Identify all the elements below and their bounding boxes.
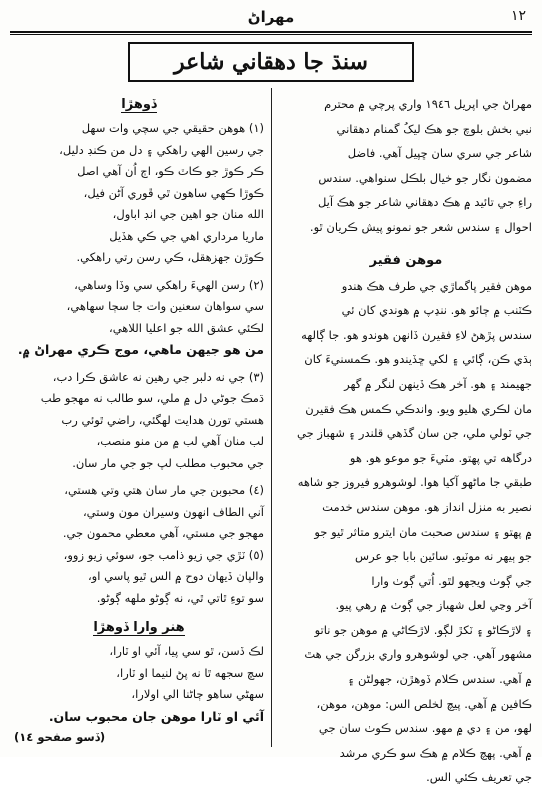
intro-paragraph: [280, 92, 532, 240]
text-line: مضمون نگار جو خيال بلڪل سنواهي. سندس: [318, 170, 532, 185]
text-line: ۾ آهي. پهچ ڪلام ۾ هڪ سو ڪري مرشد: [339, 745, 532, 760]
text-line: ۾ آهي. سندس ڪلام ڏوهڙن، جهولڻن ۽: [347, 672, 532, 687]
text-line: ۾ پهتو ۽ سندس صحبت مان ايترو متاثر ٿيو جو: [314, 524, 532, 539]
text-line: احوال ۽ سندس شعر جو نمونو پيش ڪريان ٿو.: [309, 219, 532, 234]
verse-stanza: [14, 118, 264, 269]
page-reference: (ڏسو صفحو ١٤): [14, 730, 106, 744]
text-line: طبقي جا ماڻهو آکيا هوا. لوشوهرو فيروز جو شاهه: [297, 475, 532, 490]
text-line: سو توءِ ٿاتي ٿي، نه ڳوڻو ملهه ڳوڻو.: [96, 590, 264, 605]
text-line: آئي او ٽارا موهن جان محبوب سان.: [48, 708, 264, 724]
text-line: من هو جيهن ماهي، موج ڪري مهراڻ ۾.: [17, 342, 264, 357]
text-line: (٣) جي نه دلبر جي رهين نه عاشق ڪرا دب،: [52, 369, 264, 384]
text-line: ٻڌي ڪن، ڳائي ۽ لکي ڇڏيندو هو. ڪمسنيءَ کان: [304, 352, 532, 367]
text-line: آني الطاف انهون وسيران مون وستي،: [82, 504, 264, 519]
section-heading-mohan-faqir: موهن فقير: [369, 252, 443, 268]
text-line: ماريا مرداري اهي جي ڪي هڏيل: [109, 228, 264, 243]
text-line: راءِ جي تائيد ۾ هڪ دهقاني شاعر جو هڪ آيل: [317, 195, 532, 210]
text-line: لهو، من ۽ دي ۾ مهو. سندس ڪوٺ سان جي: [318, 721, 532, 736]
text-line: لڪئي عشق الله جو اعليا اللاهي،: [108, 320, 264, 335]
text-line: سندس پڙهڻ لاءِ فقيرن ڏانهن هوندو هو. جا ڳالهه: [301, 327, 532, 342]
text-line: درگاهه تي پهتو. مٽيءَ جو موعو هو. هو: [349, 450, 532, 465]
text-line: لڪ ڏسن، ٿو سي پيا، آئي او ٽارا،: [109, 644, 264, 658]
text-line: الله منان جو اهين جي انڊ اباول،: [112, 207, 264, 221]
text-line: نبي بخش بلوچ جو هڪ ليکُ گمنام دهقاني: [336, 121, 532, 136]
text-line: لب منان آهي لب ۾ من منو منصب،: [96, 434, 264, 448]
header-rule: [10, 31, 532, 33]
text-line: سهڻي ساهو ڄاڻنا الي اولارا،: [131, 687, 264, 701]
section-heading-hunar-dohra: هنر وارا ڏوهڙا: [93, 620, 185, 635]
text-line: (٥) ٽڙي جي زيو ذامب جو، سوئي زيو زوو،: [63, 547, 264, 562]
text-line: ڪر ڪوڙ جو ڪاٽ ڪو، اڄ اُن آهي اصل: [77, 164, 264, 178]
text-line: ڪٽنب ۾ ڄائو هو. ننڍپ ۾ هوندي کان ئي: [341, 303, 532, 318]
text-line: مشهور آهي. جي لوشوهرو واري بزرگن جي هٿ: [304, 647, 532, 662]
text-line: (٤) محبوبن جي مار سان هتي وتي هستي،: [64, 483, 264, 497]
text-line: شاعر جي سري سان ڇپيل آهي. فاضل: [347, 146, 532, 161]
text-line: هستي تورن هدايت لهگئي، راضي ٿوئي رب: [61, 412, 264, 427]
page-number: ١٢: [510, 8, 526, 24]
text-line: جي محبوب مطلب لپ جو جي مار سان.: [72, 455, 264, 470]
verse-stanza: [14, 367, 264, 475]
text-line: ڪوڙن جهزهقل، ڪي رسن رتي راهکي.: [76, 250, 264, 264]
text-line: مان لڪري هليو ويو. واندڪي ڪمس هڪ فقيرن: [305, 401, 532, 416]
text-line: نصير به منزل انداز هو. موهن سندس خدمت: [322, 499, 532, 514]
text-line: مهجو جي مستي، آهي معطي محمون جي.: [62, 526, 264, 540]
article-title-box: [128, 42, 414, 82]
text-line: جي ڳوٺ ويجهو لٿو. اُتي ڳوٺ وارا: [371, 573, 532, 588]
text-line: مهراڻ جي اپريل ١٩٤٦ واري پرچي ۾ محترم: [324, 97, 532, 111]
text-line: ڪوڙا ڪهي ساهون ٿي ڦوري آڻن فيل،: [83, 185, 264, 200]
text-line: جو ٻيهر نه موٽيو. سائين بابا جو عرس: [355, 549, 532, 564]
section-heading-dohra: ڏوهڙا: [121, 97, 157, 112]
text-line: والپان ڏيهان دوح ۾ الس ٿيو پاسي او،: [87, 569, 264, 583]
biography-paragraph: [280, 274, 532, 790]
article-title: سنڌ جا دهقاني شاعر: [174, 49, 368, 75]
text-line: ڪافين ۾ آهي. پيچ لخلص الس: موهن، موهن،: [316, 696, 532, 711]
header-rule-thin: [10, 34, 532, 35]
text-line: سي سواهان سعنين وات جا سڄا سهاهي،: [66, 299, 264, 313]
text-line: جي تعريف ڪئي الس.: [426, 770, 532, 785]
text-line: سچ سجهه ٿا نه پڻ لنيما او ٽارا،: [116, 665, 264, 680]
journal-name: مهراڻ: [247, 8, 295, 26]
verse-stanza: [14, 275, 264, 361]
text-line: ڌمڪ جوڻي دل ۾ ملي، سو طالب نه مهجو طب: [40, 391, 264, 405]
text-line: (١) هوهن حقيقي جي سچي وات سهل: [81, 121, 264, 135]
text-line: (٢) رسن الهيءَ راهکي سي وڏا وساهي،: [74, 277, 264, 292]
text-line: جي ٽولي ملي، جن سان گڏهي قلندر ۽ شهباز جي: [297, 426, 532, 441]
text-line: ۽ لاڙڪاڻو ۽ ٽکڙ لڳو. لاڙڪاڻي ۾ موهن جو ناتو: [314, 622, 532, 637]
text-line: جهيمند ۽ هو. آخر هڪ ڏينهن لنگر ۾ گهر: [344, 376, 532, 391]
left-column: [14, 92, 264, 749]
final-verses: [14, 641, 264, 727]
text-line: جي رسين الهي راهکي ۽ دل من ڪنڊ دليل،: [59, 142, 264, 157]
text-line: موهن فقير پاگماڙي جي طرف هڪ هندو: [341, 278, 532, 293]
page-header: [12, 8, 530, 30]
text-line: آخر وڃي لعل شهباز جي ڳوٺ ۾ رهي پيو.: [335, 598, 532, 613]
right-column: [280, 92, 532, 790]
verse-stanza: [14, 480, 264, 609]
column-divider: [271, 88, 272, 747]
verses: [14, 118, 264, 609]
